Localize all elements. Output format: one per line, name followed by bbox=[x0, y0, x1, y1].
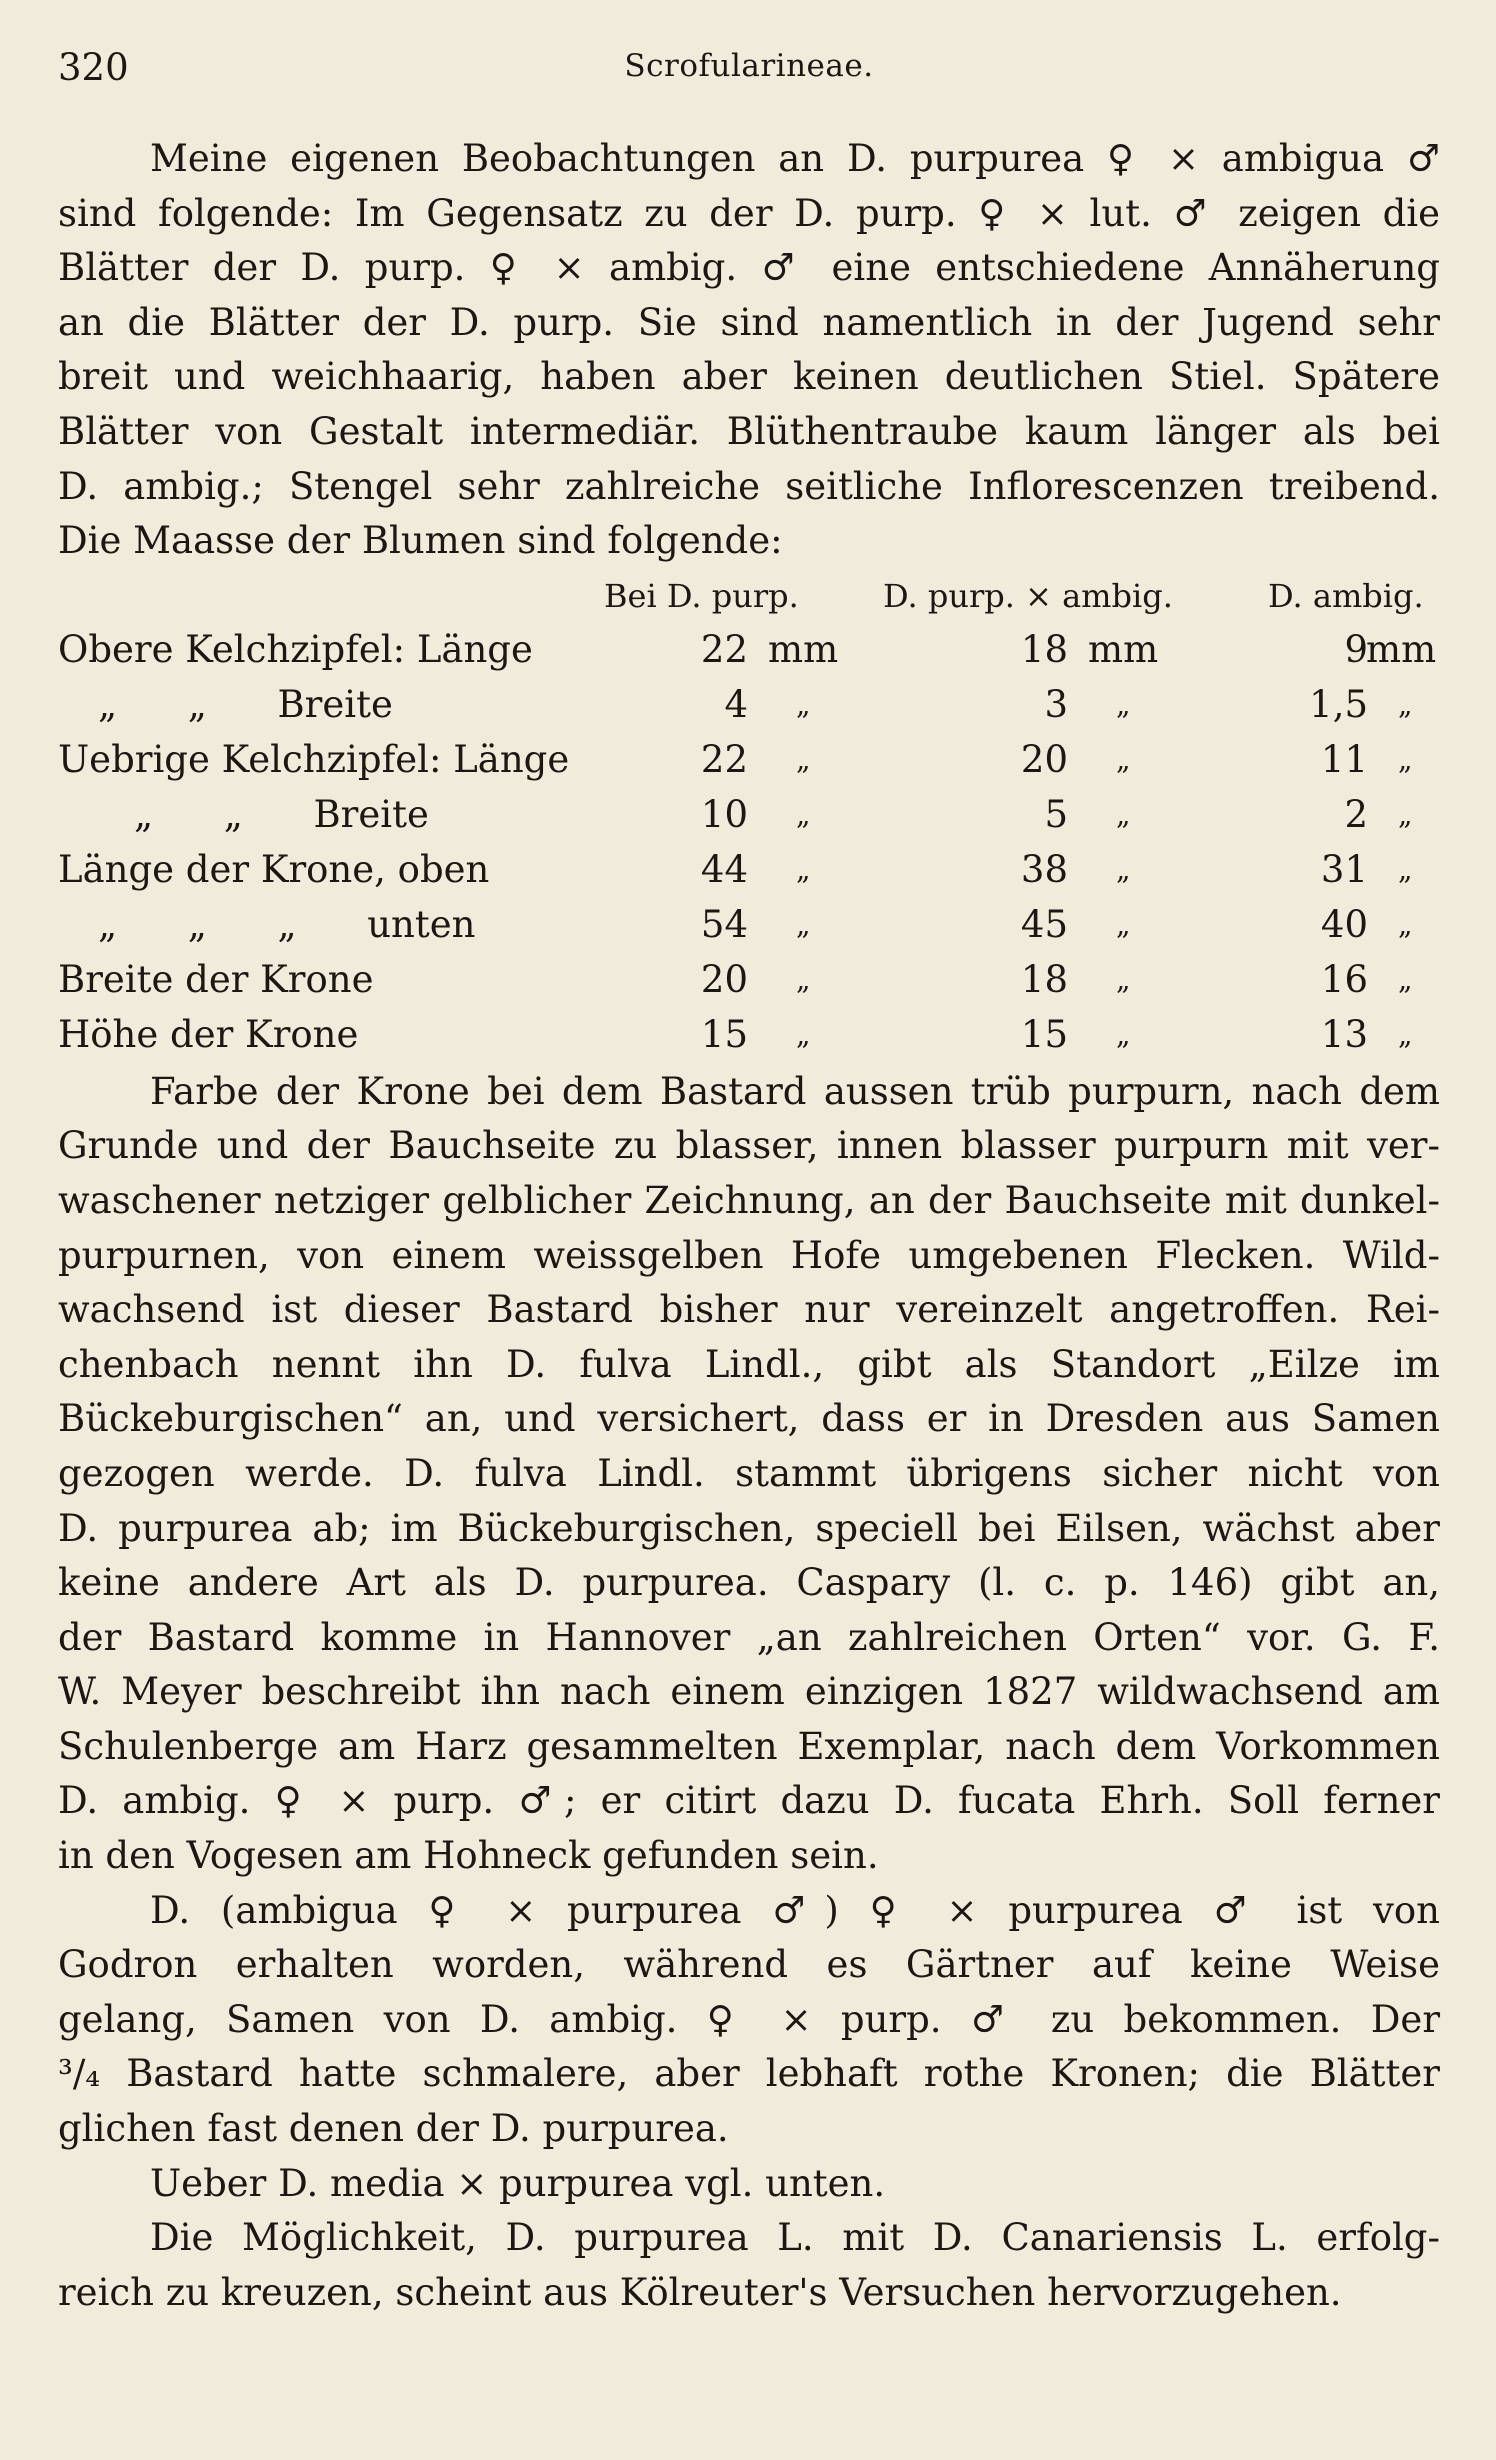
text-line: purpurnen, von einem weissgelben Hofe umgebenen Flecken. Wild- bbox=[58, 1233, 1440, 1277]
text-line: Die Möglichkeit, D. purpurea L. mit D. Canariensis L. erfolg- bbox=[150, 2216, 1440, 2260]
cell-unit: „ bbox=[1398, 687, 1413, 721]
cell-unit: „ bbox=[1398, 742, 1413, 776]
page-header bbox=[58, 40, 1440, 90]
text-line: an die Blätter der D. purp. Sie sind namentlich in der Jugend sehr bbox=[58, 300, 1440, 344]
cell-value: 4 bbox=[724, 682, 748, 726]
row-label: „ „ Breite bbox=[98, 682, 393, 726]
table-row bbox=[58, 733, 1440, 787]
table-row bbox=[58, 678, 1440, 732]
paragraph-canariensis bbox=[58, 2211, 1440, 2320]
cell-unit: „ bbox=[796, 852, 811, 886]
table-row bbox=[58, 843, 1440, 897]
cell-unit: mm bbox=[1088, 627, 1159, 671]
text-line: glichen fast denen der D. purpurea. bbox=[58, 2107, 729, 2151]
page-number: 320 bbox=[58, 46, 129, 89]
cell-value: 15 bbox=[1020, 1012, 1068, 1056]
column-header: D. ambig. bbox=[1268, 576, 1424, 615]
cell-value: 31 bbox=[1320, 847, 1368, 891]
cell-unit: „ bbox=[796, 742, 811, 776]
row-label: Breite der Krone bbox=[58, 957, 374, 1001]
paragraph-flower-color bbox=[58, 1065, 1440, 1884]
cell-unit: „ bbox=[1398, 852, 1413, 886]
cell-unit: „ bbox=[796, 687, 811, 721]
cell-value: 22 bbox=[700, 737, 748, 781]
cell-value: 38 bbox=[1020, 847, 1068, 891]
text-line: Godron erhalten worden, während es Gärtner auf keine Weise bbox=[58, 1943, 1440, 1987]
text-line: waschener netziger gelblicher Zeichnung, an der Bauchseite mit dunkel- bbox=[58, 1178, 1440, 1222]
text-line: gelang, Samen von D. ambig. ♀ ⨯ purp. ♂ zu bekommen. Der bbox=[58, 1997, 1440, 2041]
text-line: keine andere Art als D. purpurea. Caspary (l. c. p. 146) gibt an, bbox=[58, 1561, 1440, 1605]
cell-unit: „ bbox=[1116, 852, 1131, 886]
row-label: Höhe der Krone bbox=[58, 1012, 359, 1056]
text-line: chenbach nennt ihn D. fulva Lindl., gibt als Standort „Eilze im bbox=[58, 1342, 1440, 1386]
paragraph-observations bbox=[58, 132, 1440, 569]
text-line: D. purpurea ab; im Bückeburgischen, speciell bei Eilsen, wächst aber bbox=[58, 1506, 1440, 1550]
cell-value: 44 bbox=[700, 847, 748, 891]
cell-value: 15 bbox=[700, 1012, 748, 1056]
table-row bbox=[58, 953, 1440, 1007]
cell-value: 22 bbox=[700, 627, 748, 671]
cell-value: 18 bbox=[1020, 957, 1068, 1001]
cell-value: 9 bbox=[1344, 627, 1368, 671]
text-line: wachsend ist dieser Bastard bisher nur vereinzelt angetroffen. Rei- bbox=[58, 1288, 1440, 1332]
text-line: Meine eigenen Beobachtungen an D. purpurea ♀ ⨯ ambigua ♂ bbox=[150, 137, 1440, 180]
row-label: „ „ „ unten bbox=[98, 902, 476, 946]
text-line: W. Meyer beschreibt ihn nach einem einzigen 1827 wildwachsend am bbox=[58, 1670, 1440, 1714]
table-row bbox=[58, 788, 1440, 842]
cell-unit: „ bbox=[1398, 797, 1413, 831]
cell-unit: mm bbox=[1366, 627, 1437, 671]
column-header: D. purp. ⨯ ambig. bbox=[883, 576, 1173, 615]
text-line: Ueber D. media ⨯ purpurea vgl. unten. bbox=[150, 2161, 886, 2205]
cell-value: 5 bbox=[1044, 792, 1068, 836]
text-line: D. (ambigua ♀ ⨯ purpurea ♂) ♀ ⨯ purpurea ♂ ist von bbox=[150, 1888, 1440, 1932]
cell-value: 54 bbox=[700, 902, 748, 946]
cell-value: 1,5 bbox=[1309, 682, 1368, 726]
row-label: Uebrige Kelchzipfel: Länge bbox=[58, 737, 570, 781]
text-line: Die Maasse der Blumen sind folgende: bbox=[58, 519, 783, 563]
cell-value: 16 bbox=[1320, 957, 1368, 1001]
text-line: Schulenberge am Harz gesammelten Exemplar, nach dem Vorkommen bbox=[58, 1724, 1440, 1768]
table-row bbox=[58, 898, 1440, 952]
cell-value: 10 bbox=[700, 792, 748, 836]
cell-unit: mm bbox=[768, 627, 839, 671]
text-line: Blätter der D. purp. ♀ ⨯ ambig. ♂ eine entschiedene Annäherung bbox=[58, 246, 1440, 290]
cell-value: 3 bbox=[1044, 682, 1068, 726]
cell-value: 45 bbox=[1020, 902, 1068, 946]
paragraph-media bbox=[58, 2157, 1440, 2212]
cell-value: 13 bbox=[1320, 1012, 1368, 1056]
cell-unit: „ bbox=[1398, 1017, 1413, 1051]
cell-value: 11 bbox=[1320, 737, 1368, 781]
text-line: gezogen werde. D. fulva Lindl. stammt übrigens sicher nicht von bbox=[58, 1451, 1440, 1495]
running-head: Scrofularineae. bbox=[624, 48, 874, 84]
cell-unit: „ bbox=[1116, 907, 1131, 941]
cell-unit: „ bbox=[1116, 962, 1131, 996]
cell-unit: „ bbox=[1116, 687, 1131, 721]
cell-value: 2 bbox=[1344, 792, 1368, 836]
cell-unit: „ bbox=[1398, 907, 1413, 941]
cell-unit: „ bbox=[1116, 797, 1131, 831]
table-header-row bbox=[58, 569, 1440, 623]
text-line: D. ambig.; Stengel sehr zahlreiche seitliche Inflorescenzen treibend. bbox=[58, 464, 1440, 508]
cell-unit: „ bbox=[1116, 742, 1131, 776]
cell-unit: „ bbox=[796, 1017, 811, 1051]
text-line: ³/₄ Bastard hatte schmalere, aber lebhaft rothe Kronen; die Blätter bbox=[58, 2052, 1440, 2096]
row-label: „ „ Breite bbox=[134, 792, 429, 836]
cell-unit: „ bbox=[796, 797, 811, 831]
row-label: Länge der Krone, oben bbox=[58, 847, 490, 891]
body-text bbox=[58, 132, 1440, 2320]
table-row bbox=[58, 1008, 1440, 1062]
text-line: der Bastard komme in Hannover „an zahlreichen Orten“ vor. G. F. bbox=[58, 1615, 1440, 1659]
text-line: sind folgende: Im Gegensatz zu der D. purp. ♀ ⨯ lut. ♂ zeigen die bbox=[58, 191, 1440, 235]
cell-unit: „ bbox=[1116, 1017, 1131, 1051]
text-line: Blätter von Gestalt intermediär. Blüthentraube kaum länger als bei bbox=[58, 409, 1440, 453]
cell-value: 20 bbox=[1020, 737, 1068, 781]
text-line: Grunde und der Bauchseite zu blasser, innen blasser purpurn mit ver- bbox=[58, 1124, 1440, 1168]
row-label: Obere Kelchzipfel: Länge bbox=[58, 627, 533, 671]
measurement-table bbox=[58, 569, 1440, 1065]
text-line: D. ambig. ♀ ⨯ purp. ♂; er citirt dazu D. fucata Ehrh. Soll ferner bbox=[58, 1779, 1440, 1823]
cell-unit: „ bbox=[796, 907, 811, 941]
text-line: in den Vogesen am Hohneck gefunden sein. bbox=[58, 1834, 879, 1878]
column-header: Bei D. purp. bbox=[604, 576, 799, 615]
text-line: breit und weichhaarig, haben aber keinen deutlichen Stiel. Spätere bbox=[58, 355, 1440, 399]
text-line: Bückeburgischen“ an, und versichert, dass er in Dresden aus Samen bbox=[58, 1397, 1440, 1441]
cell-unit: „ bbox=[1398, 962, 1413, 996]
cell-value: 20 bbox=[700, 957, 748, 1001]
paragraph-godron bbox=[58, 1884, 1440, 2157]
table-row bbox=[58, 623, 1440, 677]
cell-value: 40 bbox=[1320, 902, 1368, 946]
cell-value: 18 bbox=[1020, 627, 1068, 671]
text-line: reich zu kreuzen, scheint aus Kölreuter's Versuchen hervorzugehen. bbox=[58, 2270, 1342, 2314]
text-line: Farbe der Krone bei dem Bastard aussen trüb purpurn, nach dem bbox=[150, 1069, 1440, 1113]
cell-unit: „ bbox=[796, 962, 811, 996]
